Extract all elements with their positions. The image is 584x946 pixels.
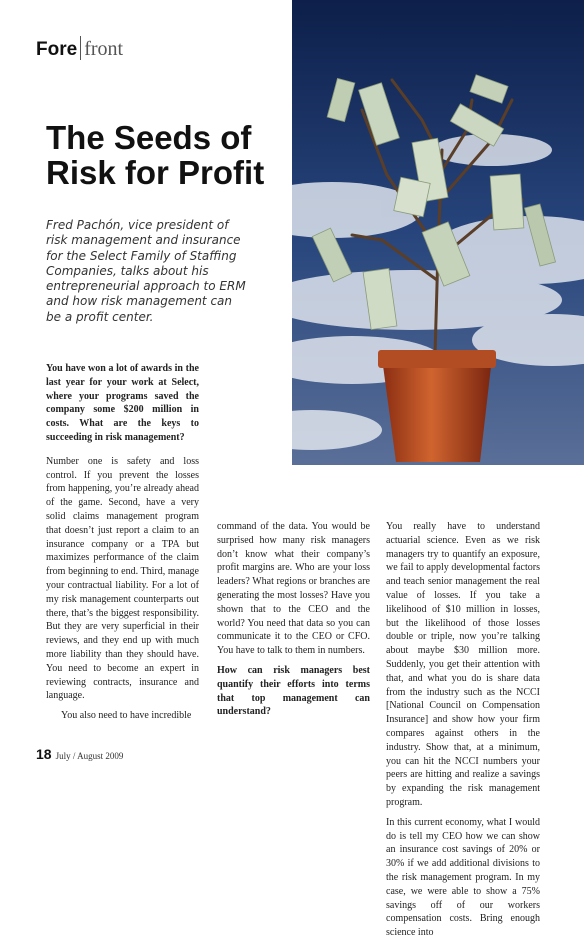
- question-2-cont: How can risk managers best quantify their efforts into terms that top management can understand?: [217, 664, 370, 718]
- page-folio: [36, 746, 123, 764]
- section-header: [36, 36, 123, 62]
- answer-1-paragraph-2: You also need to have incredible: [61, 710, 192, 722]
- flower-pot: [382, 358, 492, 462]
- article-column-3: [386, 520, 540, 946]
- page-number: 18: [36, 746, 52, 762]
- money-tree-photo: [292, 0, 584, 465]
- answer-2-paragraph-2-cont-cont: In this current economy, what I would do is tell my CEO how we can show an insurance cost savings of 20% or 30% if we add additional divisions to the risk management program. In my case, we were able to show a 75% savings off of our workers compensation costs. Bring enough science into: [386, 816, 540, 939]
- section-header-light: front: [84, 38, 124, 60]
- answer-1-paragraph-1: Number one is safety and loss control. If you prevent the losses from happening, you’re already ahead of the game. Second, have a very solid claims management program that doesn’t just report a claim to an insurance company or a TPA but maximizes performance of the claim from beginning to end. Third, manage your contractual liability. For a lot of my risk management counterparts out there, that’s the biggest responsibility. But they are very superficial in their reviews, and they end up with much more liability than they should have. You need to become an expert in reviewing contracts, insurance and language.: [46, 455, 199, 702]
- article-column-1: [46, 362, 199, 729]
- article-title-line-1: The Seeds of: [46, 119, 252, 156]
- article-deck: Fred Pachón, vice president of risk management and insurance for the Select Family of Staffing Companies, talks about his entrepreneurial approach to ERM and how risk management can be a profit center.: [46, 218, 246, 324]
- section-divider: [80, 36, 81, 60]
- answer-1-paragraph-2-cont: command of the data. You would be surprised how many risk managers don’t know what their company’s profit margins are. Who are your loss leaders? What regions or branches are generating the most losses? Have you shown that to the CEO and the world? You need that data so you can communicate it to the CEO or CFO. You have to talk to them in numbers.: [217, 521, 370, 657]
- article-column-2: [217, 520, 370, 729]
- section-header-bold: Fore: [36, 39, 78, 60]
- flower-pot-rim: [378, 350, 496, 368]
- article-title-line-2: Risk for Profit: [46, 154, 265, 191]
- article-title: [46, 120, 286, 190]
- answer-2-paragraph-1-cont-cont: You really have to understand actuarial science. Even as we risk managers try to quantify an exposure, we fail to apply developmental factors and teach senior management the real value of losses. If you take a likelihood of $10 million in losses, but the likelihood of those losses double or triple, now you’re talking about maybe $30 million more. Suddenly, you get their attention with that, and what you do is share data from the industry such as the NCCI [National Council on Compensation Insurance] and show how your firm compares against others in the industry. Show that, at a minimum, you can hit the NCCI numbers your peers are hitting and realize a savings by expanding the risk management program.: [386, 521, 540, 808]
- issue-date: July / August 2009: [55, 751, 124, 761]
- money-tree-illustration: [292, 0, 584, 465]
- question-1: You have won a lot of awards in the last year for your work at Select, where your programs saved the company some $200 million in costs. What are the keys to succeeding in risk management?: [46, 363, 199, 443]
